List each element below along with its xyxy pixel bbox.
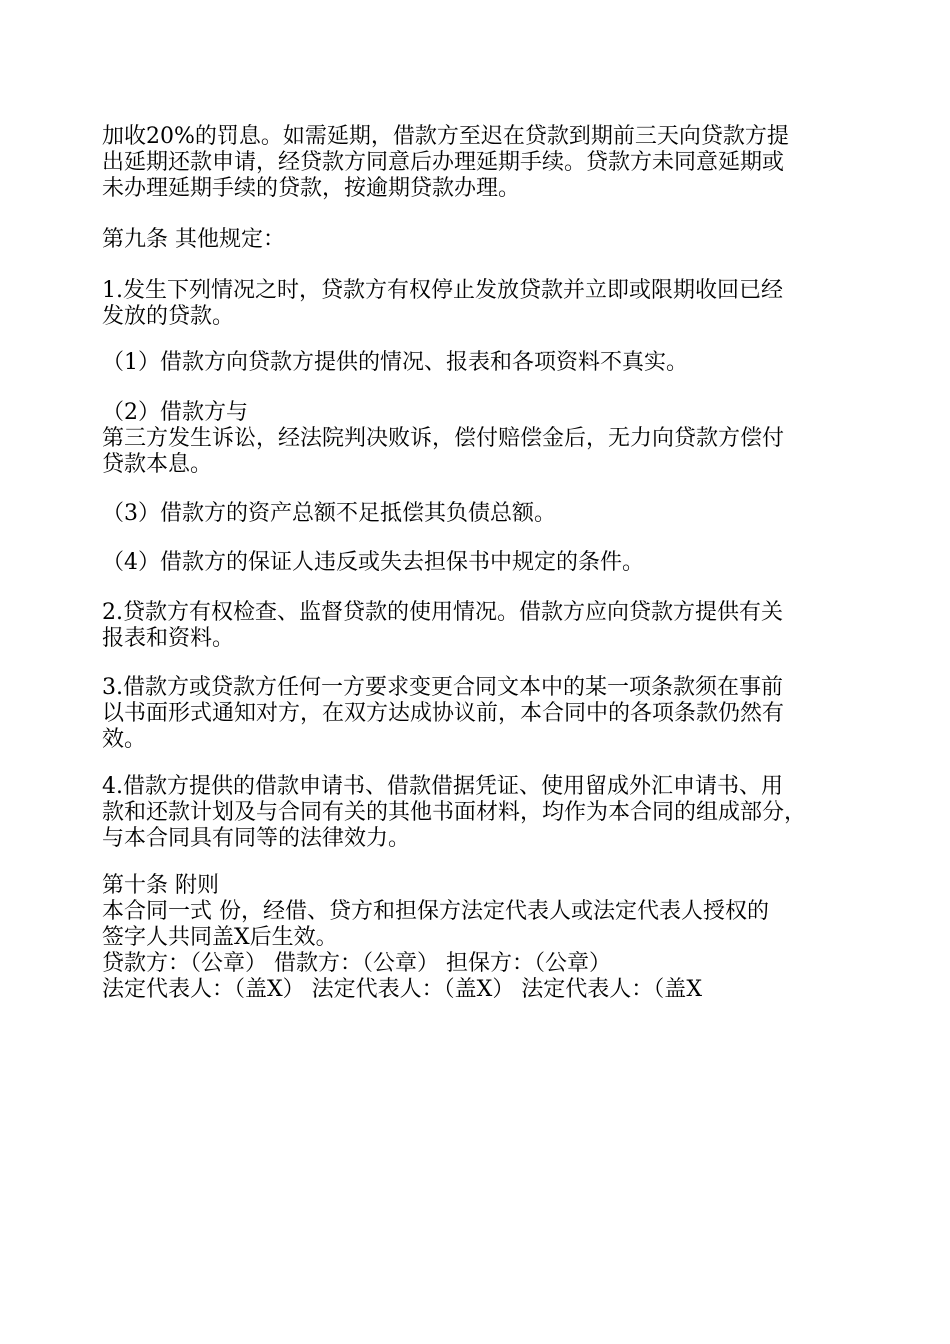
clause-1-item-3: （3）借款方的资产总额不足抵偿其负债总额。 <box>102 501 556 526</box>
clause-1: 1.发生下列情况之时，贷款方有权停止发放贷款并立即或限期收回已经 发放的贷款。 <box>102 278 783 329</box>
clause-2: 2.贷款方有权检查、监督贷款的使用情况。借款方应向贷款方提供有关 报表和资料。 <box>102 600 783 651</box>
clause-3: 3.借款方或贷款方任何一方要求变更合同文本中的某一项条款须在事前 以书面形式通知对方，在双方达成协议前，本合同中的各项条款仍然有 效。 <box>102 675 785 752</box>
clause-1-item-4: （4）借款方的保证人违反或失去担保书中规定的条件。 <box>102 550 644 575</box>
heading-article-9: 第九条 其他规定： <box>102 227 285 252</box>
paragraph-penalty-extension: 加收20%的罚息。如需延期，借款方至迟在贷款到期前三天向贷款方提 出延期还款申请，经贷款方同意后办理延期手续。贷款方未同意延期或 未办理延期手续的贷款，按逾期贷款办理。 <box>102 124 789 201</box>
clause-1-item-2: （2）借款方与 第三方发生诉讼，经法院判决败诉，偿付赔偿金后，无力向贷款方偿付 贷款本息。 <box>102 400 785 477</box>
clause-4: 4.借款方提供的借款申请书、借款借据凭证、使用留成外汇申请书、用 款和还款计划及与合同有关的其他书面材料，均作为本合同的组成部分， 与本合同具有同等的法律效力。 <box>102 774 807 851</box>
article-10-supplementary: 第十条 附则 本合同一式 份，经借、贷方和担保方法定代表人或法定代表人授权的 签字人共同盖X后生效。 贷款方：（公章） 借款方：（公章） 担保方：（公章） 法定代表人：（盖X） 法定代表人：（盖X） 法定代表人：（盖X <box>102 873 769 1002</box>
clause-1-item-1: （1）借款方向贷款方提供的情况、报表和各项资料不真实。 <box>102 350 688 375</box>
